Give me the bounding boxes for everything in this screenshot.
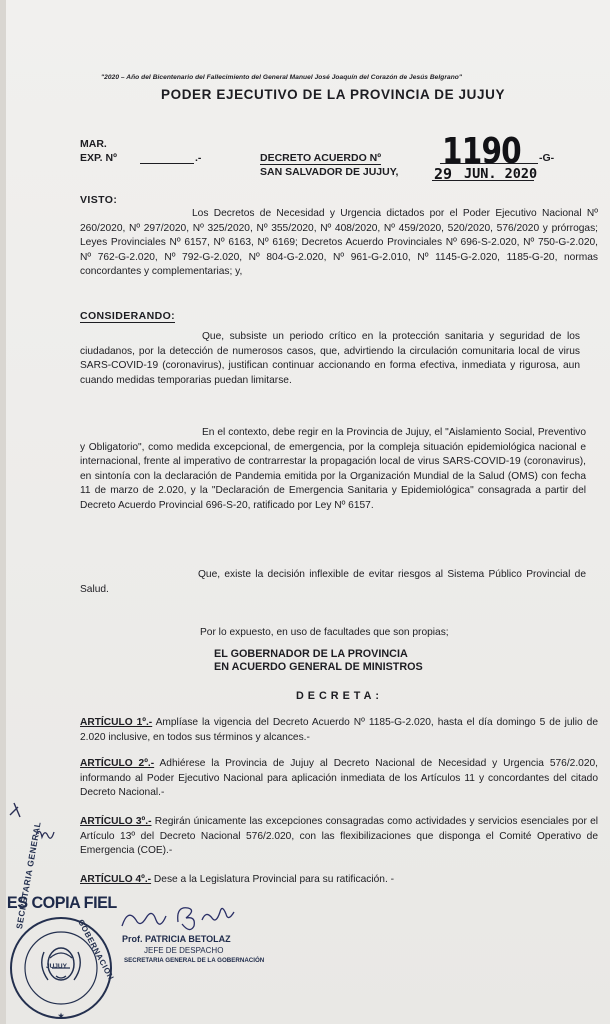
article-4-label: ARTÍCULO 4º.- xyxy=(80,874,152,885)
decreta-heading: DECRETA: xyxy=(296,690,383,702)
article-4-text: Dese a la Legislatura Provincial para su ratificación. - xyxy=(153,874,395,885)
seal-top-text: SECRETARIA GENERAL xyxy=(14,820,43,930)
authority-line-1: EL GOBERNADOR DE LA PROVINCIA xyxy=(214,648,408,660)
seal-right-text: GOBERNACIÓN xyxy=(76,918,116,982)
exp-suffix: .- xyxy=(195,152,202,164)
visto-text: Los Decretos de Necesidad y Urgencia dictados por el Poder Ejecutivo Nacional Nº 260/2020, Nº 297/2020, Nº 325/2020, Nº 355/2020, Nº 408/2020, Nº 459/2020, 520/2020, 576/2020 y prórrogas; Leyes Provinciales Nº 6157, Nº 6163, Nº 6169; Decretos Acuerdo Provinciales Nº 696-S-2.020, Nº 750-G-2.020, Nº 762-G-2.020, Nº 792-G-2.020, Nº 804-G-2.020, Nº 961-G-2.010, Nº 1145-G-2.020, 1185-G-20, normas concordantes y complementarias; y, xyxy=(80,208,598,278)
considerando-paragraph-4: Por lo expuesto, en uso de facultades que son propias; xyxy=(200,627,449,638)
article-3 xyxy=(80,815,598,859)
decreto-number: 1190 xyxy=(442,131,521,172)
article-2-text: Adhiérese la Provincia de Jujuy al Decreto Nacional de Necesidad y Urgencia 576/2.020, informando al Poder Ejecutivo Nacional para aplicación inmediata de los Artículos 11 y concordantes del citado Decreto Nacional.- xyxy=(80,758,598,799)
authority-line-2: EN ACUERDO GENERAL DE MINISTROS xyxy=(214,661,423,673)
svg-text:★: ★ xyxy=(57,1013,65,1020)
considerando-paragraph-3: Que, existe la decisión inflexible de evitar riesgos al Sistema Público Provincial de Salud. xyxy=(80,569,586,595)
location: SAN SALVADOR DE JUJUY, xyxy=(260,166,399,178)
certified-copy-stamp: ES COPIA FIEL xyxy=(6,893,117,912)
article-1-label: ARTÍCULO 1º.- xyxy=(80,717,153,728)
date-day: 29 xyxy=(434,165,453,183)
government-title: PODER EJECUTIVO DE LA PROVINCIA DE JUJUY xyxy=(161,86,506,103)
seal-city: JUJUY xyxy=(46,963,67,970)
article-1-text: Amplíase la vigencia del Decreto Acuerdo Nº 1185-G-2.020, hasta el día domingo 5 de julio de 2.020 inclusive, en todos sus términos y alcances.- xyxy=(80,717,598,743)
considerando-paragraph-2: En el contexto, debe regir en la Provincia de Jujuy, el "Aislamiento Social, Preventivo y Obligatorio", como medida excepcional, de emergencia, por la compleja situación epidemiológica nacional e internacional, frente al imperativo de contrarrestar la propagación local de virus SARS-COVID-19 (coronavirus), en sintonía con la declaración de Pandemia emitida por la Organización Mundial de la Salud (OMS) con fecha 11 de marzo de 2.020, y la "Declaración de Emergencia Sanitaria y Epidemiológica" consagrada a partir del Decreto Acuerdo Provincial 696-S-20, ratificado por Ley Nº 6157. xyxy=(80,427,586,511)
decree-document xyxy=(6,0,610,1024)
year-motto: "2020 – Año del Bicentenario del Fallecimiento del General Manuel José Joaquín del Corazón de Jesús Belgrano" xyxy=(101,74,463,81)
exp-label: EXP. Nº xyxy=(80,152,117,164)
mar-label: MAR. xyxy=(80,138,107,150)
article-3-label: ARTÍCULO 3º.- xyxy=(80,816,152,827)
article-3-text: Regirán únicamente las excepciones consagradas como actividades y servicios esenciales por el Artículo 13º del Decreto Nacional 576/2.020, con las flexibilizaciones que disponga el Comité Operativo de Emergencia (COE).- xyxy=(80,816,598,857)
signer-name: Prof. PATRICIA BETOLAZ xyxy=(122,934,231,944)
signer-organization: SECRETARIA GENERAL DE LA GOBERNACIÓN xyxy=(124,957,265,964)
decreto-number-line xyxy=(440,163,538,164)
handwritten-signature xyxy=(116,900,256,936)
date-line xyxy=(432,180,534,181)
decreto-suffix: -G- xyxy=(539,152,555,164)
article-1 xyxy=(80,716,598,745)
visto-heading: VISTO: xyxy=(80,194,118,206)
signer-role: JEFE DE DESPACHO xyxy=(144,946,224,955)
article-4 xyxy=(80,873,598,888)
exp-blank-line xyxy=(140,163,194,164)
considerando-heading: CONSIDERANDO: xyxy=(80,310,176,322)
considerando-paragraph-1: Que, subsiste un periodo crítico en la protección sanitaria y seguridad de los ciudadanos, por la detección de numerosos casos, que, advirtiendo la circulación comunitaria local de virus SARS-COVID-19 (coronavirus), justifican continuar accionando en forma efectiva, inmediata y rigurosa, aun cuando medidas temporarias puedan limitarse. xyxy=(80,331,580,386)
article-2 xyxy=(80,757,598,801)
date-month-year: JUN. 2020 xyxy=(464,166,538,182)
article-2-label: ARTÍCULO 2º.- xyxy=(80,758,155,769)
decreto-label: DECRETO ACUERDO Nº xyxy=(260,152,382,164)
